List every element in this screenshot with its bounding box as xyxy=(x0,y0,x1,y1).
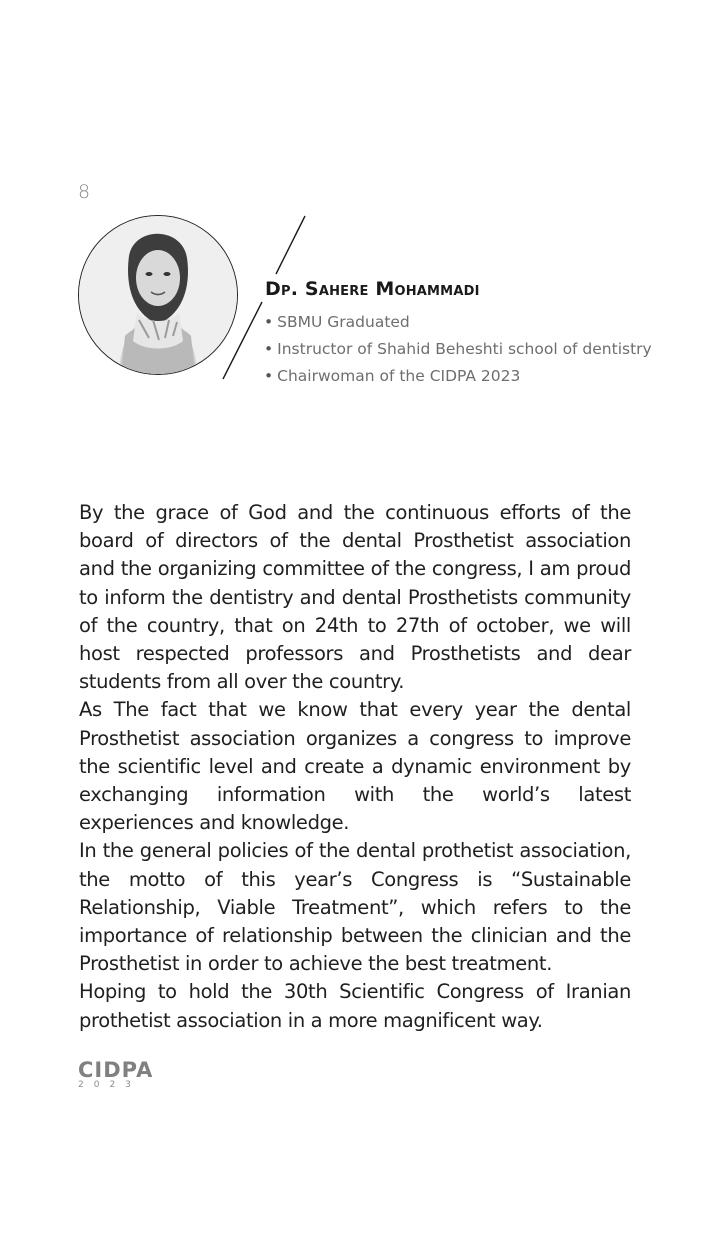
logo-year: 2023 xyxy=(78,1080,141,1090)
paragraph: As The fact that we know that every year the dental Prosthetist association organizes a congress to improve the scientific level and create a dynamic environment by exchanging information with the world’s latest experiences and knowledge. xyxy=(79,698,631,835)
message-body xyxy=(79,499,631,1035)
paragraph: Hoping to hold the 30th Scientific Congress of Iranian prothetist association in a more magnificent way. xyxy=(79,980,631,1032)
paragraph: By the grace of God and the continuous efforts of the board of directors of the dental Prosthetist association and the organizing committee of the congress, I am proud to inform the dentistry and dental Prosthetists community of the country, that on 24th to 27th of october, we will host respected professors and Prosthetists and dear students from all over the country. xyxy=(79,501,631,694)
credential-item: • Chairwoman of the CIDPA 2023 xyxy=(264,367,521,385)
credential-item: • Instructor of Shahid Beheshti school of dentistry xyxy=(264,340,652,358)
credentials-list xyxy=(264,311,652,392)
paragraph: In the general policies of the dental prothetist association, the motto of this year’s Congress is “Sustainable Relationship, Viable Treatment”, which refers to the importance of relationship between the clinician and the Prosthetist in order to achieve the best treatment. xyxy=(79,839,631,976)
cidpa-logo xyxy=(78,1058,154,1090)
logo-text: CIDPA xyxy=(78,1058,154,1082)
credential-item: • SBMU Graduated xyxy=(264,313,410,331)
speaker-name: Dp. Sahere Mohammadi xyxy=(265,278,480,300)
bullet-icon: • xyxy=(264,367,274,385)
bullet-icon: • xyxy=(264,340,274,358)
page-number: 8 xyxy=(78,181,91,203)
bullet-icon: • xyxy=(264,313,274,331)
